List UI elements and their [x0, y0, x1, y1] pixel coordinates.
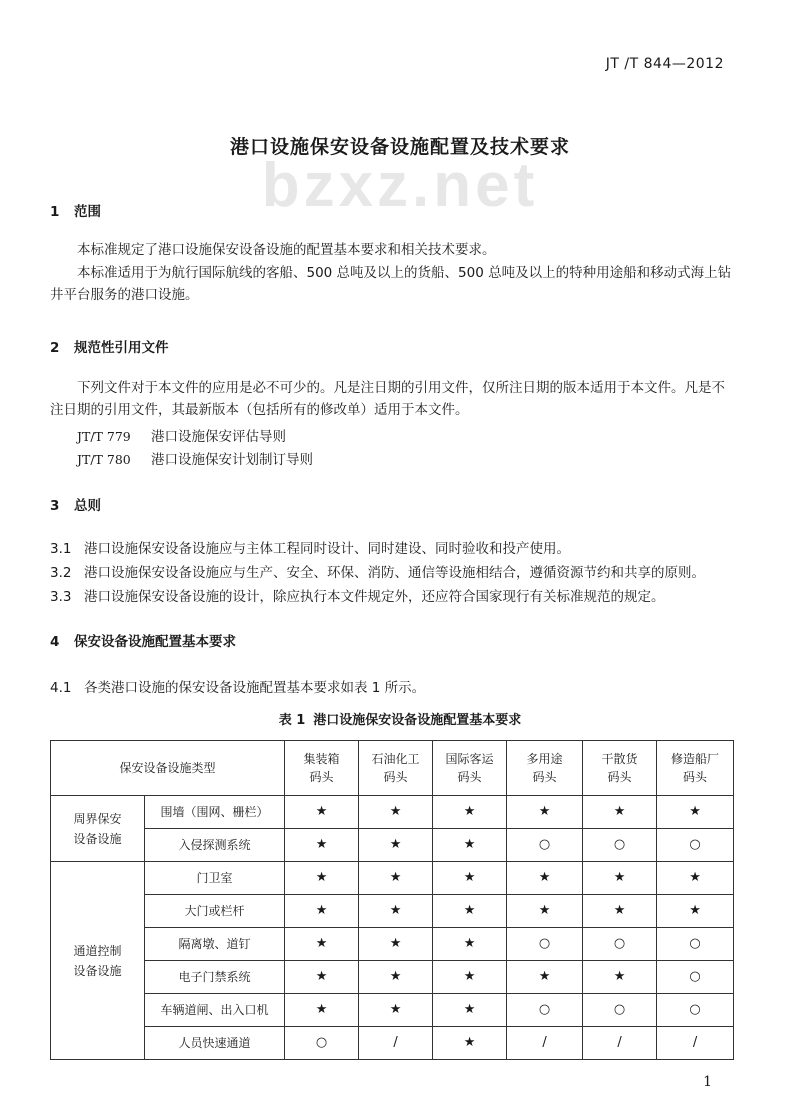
table-number: 表 1 [278, 713, 306, 728]
clause-4-1 [50, 676, 425, 696]
value-cell: ★ [433, 895, 507, 928]
group-line: 通道控制 [73, 943, 122, 958]
group-line: 周界保安 [73, 811, 122, 826]
value-cell: ★ [285, 895, 359, 928]
item-cell: 围墙（围网、栅栏） [145, 796, 285, 829]
section-title: 范围 [74, 204, 101, 220]
header-col [657, 741, 734, 796]
header-col [433, 741, 507, 796]
value-cell: ★ [433, 829, 507, 862]
value-cell: ○ [657, 961, 734, 994]
value-cell: ★ [657, 895, 734, 928]
table-row [51, 961, 734, 994]
value-cell: ○ [657, 829, 734, 862]
section-title: 规范性引用文件 [74, 340, 169, 356]
value-cell: ★ [433, 796, 507, 829]
item-cell: 门卫室 [145, 862, 285, 895]
clause-number: 3.2 [50, 565, 72, 581]
header-col [359, 741, 433, 796]
value-cell: ★ [359, 829, 433, 862]
table-header-row [51, 741, 734, 796]
value-cell: ★ [359, 895, 433, 928]
value-cell: ★ [285, 994, 359, 1027]
header-line: 码头 [457, 770, 482, 784]
table-row [51, 862, 734, 895]
header-col [285, 741, 359, 796]
value-cell: ○ [657, 928, 734, 961]
value-cell: / [507, 1027, 583, 1060]
document-title: 港口设施保安设备设施配置及技术要求 [229, 136, 570, 158]
clause-text: 港口设施保安设备设施的设计，除应执行本文件规定外，还应符合国家现行有关标准规范的规定。 [84, 589, 665, 605]
value-cell: ○ [657, 994, 734, 1027]
value-cell: ○ [583, 928, 657, 961]
section-2-paragraph-1: 下列文件对于本文件的应用是必不可少的。凡是注日期的引用文件，仅所注日期的版本适用于本文件。凡是不注日期的引用文件，其最新版本（包括所有的修改单）适用于本文件。 [50, 380, 725, 418]
section-title: 保安设备设施配置基本要求 [74, 634, 236, 650]
reference-item [77, 448, 313, 468]
header-line: 集装箱 [303, 752, 340, 766]
value-cell: ★ [433, 994, 507, 1027]
clause-text: 港口设施保安设备设施应与生产、安全、环保、消防、通信等设施相结合，遵循资源节约和共享的原则。 [84, 565, 705, 581]
clause-3-2 [50, 561, 705, 581]
table-caption [0, 709, 800, 728]
section-title: 总则 [74, 498, 101, 514]
value-cell: ★ [285, 796, 359, 829]
value-cell: ★ [285, 829, 359, 862]
value-cell: ★ [359, 994, 433, 1027]
table-row [51, 829, 734, 862]
item-cell: 电子门禁系统 [145, 961, 285, 994]
value-cell: / [657, 1027, 734, 1060]
clause-text: 各类港口设施的保安设备设施配置基本要求如表 1 所示。 [84, 680, 426, 696]
value-cell: ★ [657, 862, 734, 895]
value-cell: ★ [507, 862, 583, 895]
value-cell: ○ [507, 994, 583, 1027]
value-cell: ○ [507, 928, 583, 961]
value-cell: ★ [583, 796, 657, 829]
header-line: 码头 [309, 770, 334, 784]
value-cell: ★ [507, 796, 583, 829]
section-number: 4 [50, 634, 60, 650]
value-cell: ★ [359, 796, 433, 829]
item-cell: 车辆道闸、出入口机 [145, 994, 285, 1027]
group-cell [51, 796, 145, 862]
clause-number: 3.3 [50, 589, 72, 605]
reference-title: 港口设施保安评估导则 [151, 429, 286, 445]
value-cell: ★ [583, 961, 657, 994]
value-cell: ★ [433, 862, 507, 895]
clause-number: 4.1 [50, 680, 72, 696]
table-row [51, 895, 734, 928]
table-row [51, 994, 734, 1027]
table-row [51, 1027, 734, 1060]
value-cell: / [359, 1027, 433, 1060]
section-1-heading [50, 200, 101, 220]
table-row [51, 796, 734, 829]
header-col [507, 741, 583, 796]
item-cell: 隔离墩、道钉 [145, 928, 285, 961]
header-line: 多用途 [526, 752, 563, 766]
table-title: 港口设施保安设备设施配置基本要求 [313, 713, 522, 728]
header-line: 国际客运 [445, 752, 494, 766]
header-line: 码头 [683, 770, 708, 784]
value-cell: ★ [433, 961, 507, 994]
value-cell: ○ [285, 1027, 359, 1060]
header-line: 石油化工 [371, 752, 420, 766]
group-line: 设备设施 [73, 963, 122, 978]
requirements-table [50, 740, 734, 1060]
header-line: 码头 [532, 770, 557, 784]
value-cell: ★ [433, 928, 507, 961]
reference-code: JT/T 780 [77, 452, 131, 467]
clause-3-1 [50, 537, 570, 557]
header-col [583, 741, 657, 796]
standard-code: JT /T 844—2012 [605, 56, 724, 72]
value-cell: ★ [657, 796, 734, 829]
header-type: 保安设备设施类型 [51, 741, 285, 796]
item-cell: 大门或栏杆 [145, 895, 285, 928]
item-cell: 人员快速通道 [145, 1027, 285, 1060]
page-number: 1 [703, 1074, 712, 1090]
header-line: 码头 [383, 770, 408, 784]
clause-text: 港口设施保安设备设施应与主体工程同时设计、同时建设、同时验收和投产使用。 [84, 541, 570, 557]
section-2-heading [50, 336, 169, 356]
header-line: 码头 [607, 770, 632, 784]
value-cell: ○ [507, 829, 583, 862]
value-cell: ○ [583, 994, 657, 1027]
section-1-paragraph-1: 本标准规定了港口设施保安设备设施的配置基本要求和相关技术要求。 [77, 242, 496, 258]
value-cell: ★ [285, 928, 359, 961]
value-cell: ★ [583, 862, 657, 895]
value-cell: ★ [285, 961, 359, 994]
table-row [51, 928, 734, 961]
value-cell: ★ [583, 895, 657, 928]
group-line: 设备设施 [73, 831, 122, 846]
clause-number: 3.1 [50, 541, 72, 557]
header-line: 修造船厂 [671, 752, 720, 766]
value-cell: ★ [507, 895, 583, 928]
value-cell: ★ [359, 928, 433, 961]
value-cell: ★ [359, 961, 433, 994]
section-4-heading [50, 630, 236, 650]
value-cell: ○ [583, 829, 657, 862]
value-cell: ★ [433, 1027, 507, 1060]
clause-3-3 [50, 585, 665, 605]
value-cell: / [583, 1027, 657, 1060]
value-cell: ★ [507, 961, 583, 994]
value-cell: ★ [285, 862, 359, 895]
item-cell: 入侵探测系统 [145, 829, 285, 862]
reference-item [77, 425, 286, 445]
group-cell [51, 862, 145, 1060]
value-cell: ★ [359, 862, 433, 895]
section-number: 2 [50, 340, 60, 356]
section-3-heading [50, 494, 101, 514]
section-number: 3 [50, 498, 60, 514]
section-1-paragraph-2: 本标准适用于为航行国际航线的客船、500 总吨及以上的货船、500 总吨及以上的特种用途船和移动式海上钻井平台服务的港口设施。 [50, 265, 732, 303]
section-number: 1 [50, 204, 60, 220]
header-line: 干散货 [601, 752, 638, 766]
watermark: bzxz.net [261, 151, 539, 220]
reference-title: 港口设施保安计划制订导则 [151, 452, 313, 468]
reference-code: JT/T 779 [77, 429, 131, 444]
